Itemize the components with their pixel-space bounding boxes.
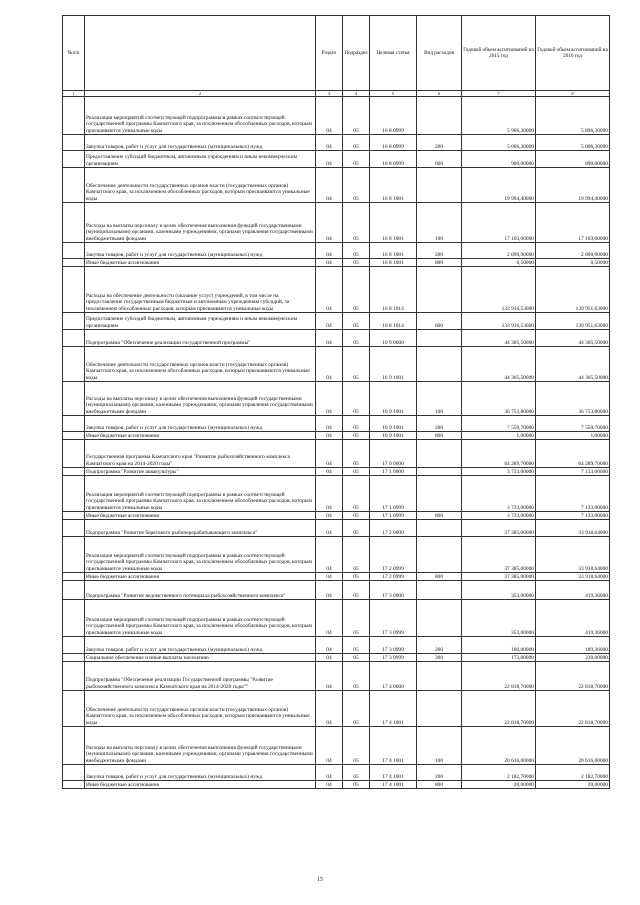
page-number: 15 <box>317 877 323 883</box>
cell-name: Закупка товаров, работ и услуг для государственных (муниципальных) нужд <box>85 765 316 781</box>
cell-stat: 17 3 0999 <box>370 654 417 662</box>
cell-podrazdel: 05 <box>343 476 370 512</box>
cell-vid: 100 <box>417 203 462 243</box>
table-row <box>63 662 610 691</box>
cell-2015: 2 890,90000 <box>462 243 536 259</box>
cell-name: Расходы на выплаты персоналу в целях обеспечения выполнения функций государственными (муниципальными) органами, казенными учреждениями, органами управления государственными внебюджетными фондами <box>85 203 316 243</box>
table-row <box>63 476 610 512</box>
index-cell: 4 <box>343 91 370 97</box>
cell-2016: 33 918,64000 <box>536 520 610 537</box>
cell-name: Реализация мероприятий соответствующей подпрограммы в рамках соответствующей государственной программы Камчатского края, за исключением обособленных расходов, которым присваиваются уникальные коды <box>85 97 316 135</box>
cell-vid <box>417 662 462 691</box>
cell-name: Подпрограмма "Развитие ведомственного потенциала рыбохозяйственного комплекса" <box>85 581 316 600</box>
cell-2015: 3 733,00000 <box>462 476 536 512</box>
header-2015: Годовой объем ассигнований на 2015 год <box>462 16 536 91</box>
cell-razdel: 04 <box>316 97 343 135</box>
cell-name: Подпрограмма "Обеспечение реализации государственной программы" <box>85 330 316 347</box>
table-row <box>63 416 610 432</box>
cell-vid: 800 <box>417 573 462 581</box>
cell-razdel: 04 <box>316 267 343 313</box>
cell-vid <box>417 476 462 512</box>
header-num: №п/п <box>63 16 85 91</box>
cell-podrazdel: 05 <box>343 203 370 243</box>
cell-razdel: 04 <box>316 347 343 382</box>
cell-2016: 2 890,90000 <box>536 243 610 259</box>
cell-2016: 7 550,70000 <box>536 416 610 432</box>
cell-2015: 7 550,70000 <box>462 416 536 432</box>
cell-2015: 0,50000 <box>462 259 536 267</box>
cell-name: Расходы на выплаты персоналу в целях обеспечения выполнения функций государственными (муниципальными) органами, казенными учреждениями, органами управления государственными внебюджетными фондами <box>85 727 316 765</box>
table-row <box>63 440 610 468</box>
cell-stat: 17 4 1001 <box>370 781 417 789</box>
cell-vid <box>417 267 462 313</box>
cell-podrazdel: 05 <box>343 468 370 476</box>
index-cell: 1 <box>63 91 85 97</box>
cell-num <box>63 243 85 259</box>
cell-num <box>63 468 85 476</box>
cell-num <box>63 432 85 440</box>
cell-2016: 20,00000 <box>536 781 610 789</box>
cell-name: Обеспечение деятельности государственных органов власти (государственных органов) Камчатского края, за исключением обособленных расходов, которым присваиваются уникальные коды <box>85 168 316 203</box>
cell-podrazdel: 05 <box>343 432 370 440</box>
cell-name: Обеспечение деятельности государственных органов власти (государственных органов) Камчатского края, за исключением обособленных расходов, которым присваиваются уникальные коды <box>85 347 316 382</box>
cell-2016: 64 289,70000 <box>536 440 610 468</box>
table-body <box>63 97 610 789</box>
header-2016: Годовой объем ассигнований на 2016 год <box>536 16 610 91</box>
cell-podrazdel: 05 <box>343 440 370 468</box>
cell-vid: 300 <box>417 654 462 662</box>
cell-name: Иные бюджетные ассигнования <box>85 573 316 581</box>
cell-2015: 17 103,00000 <box>462 203 536 243</box>
cell-2016: 2 182,70000 <box>536 765 610 781</box>
cell-razdel: 04 <box>316 382 343 416</box>
cell-2015: 353,00000 <box>462 600 536 637</box>
cell-vid: 200 <box>417 416 462 432</box>
cell-num <box>63 382 85 416</box>
table-row <box>63 382 610 416</box>
cell-podrazdel: 05 <box>343 416 370 432</box>
cell-2015: 64 289,70000 <box>462 440 536 468</box>
cell-2015: 22 818,70000 <box>462 691 536 727</box>
cell-num <box>63 781 85 789</box>
cell-2016: 419,36000 <box>536 600 610 637</box>
cell-stat: 16 8 0999 <box>370 151 417 168</box>
table-row <box>63 691 610 727</box>
cell-2015: 37 385,00000 <box>462 520 536 537</box>
cell-2016: 7 133,00000 <box>536 476 610 512</box>
cell-razdel: 04 <box>316 151 343 168</box>
cell-razdel: 04 <box>316 581 343 600</box>
cell-num <box>63 520 85 537</box>
cell-vid: 200 <box>417 637 462 654</box>
cell-razdel: 04 <box>316 468 343 476</box>
cell-podrazdel: 05 <box>343 330 370 347</box>
cell-stat: 17 4 1001 <box>370 727 417 765</box>
cell-2015: 3 733,00000 <box>462 468 536 476</box>
cell-2016: 890,00000 <box>536 151 610 168</box>
cell-2015: 5 906,30000 <box>462 97 536 135</box>
cell-razdel: 04 <box>316 520 343 537</box>
cell-vid <box>417 347 462 382</box>
cell-podrazdel: 05 <box>343 347 370 382</box>
cell-num <box>63 573 85 581</box>
cell-podrazdel: 05 <box>343 727 370 765</box>
cell-name: Подпрограмма "Развитие берегового рыбоперерабатывающего комплекса" <box>85 520 316 537</box>
cell-stat: 17 1 0999 <box>370 476 417 512</box>
cell-2015: 19 994,40000 <box>462 168 536 203</box>
cell-vid: 200 <box>417 135 462 151</box>
cell-name: Подпрограмма "Развитие аквакультуры" <box>85 468 316 476</box>
cell-2016: 7 133,00000 <box>536 468 610 476</box>
cell-stat: 16 8 1001 <box>370 168 417 203</box>
cell-2016: 0,50000 <box>536 259 610 267</box>
cell-stat: 17 0 0000 <box>370 440 417 468</box>
cell-razdel: 04 <box>316 168 343 203</box>
table-row <box>63 330 610 347</box>
cell-2015: 20 616,00000 <box>462 727 536 765</box>
cell-name: Иные бюджетные ассигнования <box>85 512 316 520</box>
cell-name: Расходы на обеспечение деятельности (оказание услуг) учреждений, в том числе на предоставление государственным бюджетным и автономным учреждениям субсидий, за исключением обособленных расходов, которым присваиваются уникальные коды <box>85 267 316 313</box>
cell-razdel: 04 <box>316 476 343 512</box>
table-row <box>63 512 610 520</box>
cell-name: Закупка товаров, работ и услуг для государственных (муниципальных) нужд <box>85 637 316 654</box>
cell-2015: 2 182,70000 <box>462 765 536 781</box>
cell-razdel: 04 <box>316 727 343 765</box>
table-row <box>63 168 610 203</box>
cell-podrazdel: 05 <box>343 662 370 691</box>
cell-stat: 16 8 1001 <box>370 243 417 259</box>
cell-razdel: 04 <box>316 691 343 727</box>
header-name <box>85 16 316 91</box>
cell-razdel: 04 <box>316 330 343 347</box>
cell-razdel: 04 <box>316 573 343 581</box>
cell-podrazdel: 05 <box>343 781 370 789</box>
cell-name: Закупка товаров, работ и услуг для государственных (муниципальных) нужд <box>85 243 316 259</box>
table-row <box>63 537 610 573</box>
cell-num <box>63 581 85 600</box>
table-row <box>63 581 610 600</box>
table-row <box>63 727 610 765</box>
cell-num <box>63 637 85 654</box>
cell-num <box>63 600 85 637</box>
cell-name: Государственная программа Камчатского края "Развитие рыбохозяйственного комплекса Камчатского края на 2014-2020 годы" <box>85 440 316 468</box>
cell-vid <box>417 581 462 600</box>
cell-2015: 173,00000 <box>462 654 536 662</box>
cell-vid: 200 <box>417 243 462 259</box>
cell-razdel: 04 <box>316 654 343 662</box>
budget-table <box>62 15 610 789</box>
index-cell: 6 <box>417 91 462 97</box>
index-cell: 5 <box>370 91 417 97</box>
cell-stat: 16 9 1001 <box>370 416 417 432</box>
cell-stat: 17 4 0000 <box>370 662 417 691</box>
cell-vid: 800 <box>417 781 462 789</box>
cell-razdel: 04 <box>316 637 343 654</box>
cell-razdel: 04 <box>316 416 343 432</box>
cell-2015: 180,00000 <box>462 637 536 654</box>
cell-name: Обеспечение деятельности государственных органов власти (государственных органов) Камчатского края, за исключением обособленных расходов, которым присваиваются уникальные коды <box>85 691 316 727</box>
cell-podrazdel: 05 <box>343 168 370 203</box>
cell-stat: 17 2 0999 <box>370 573 417 581</box>
cell-vid <box>417 468 462 476</box>
cell-2016: 5 896,30000 <box>536 97 610 135</box>
cell-2016: 22 818,70000 <box>536 662 610 691</box>
cell-vid <box>417 168 462 203</box>
cell-podrazdel: 05 <box>343 520 370 537</box>
cell-num <box>63 512 85 520</box>
cell-name: Расходы на выплаты персоналу в целях обеспечения выполнения функций государственными (муниципальными) органами, казенными учреждениями, органами управления государственными внебюджетными фондами <box>85 382 316 416</box>
cell-num <box>63 727 85 765</box>
cell-stat: 16 8 1014 <box>370 267 417 313</box>
header-vid: Вид расходов <box>417 16 462 91</box>
cell-vid: 600 <box>417 313 462 330</box>
cell-vid: 800 <box>417 259 462 267</box>
cell-razdel: 04 <box>316 765 343 781</box>
cell-razdel: 04 <box>316 135 343 151</box>
cell-razdel: 04 <box>316 600 343 637</box>
cell-podrazdel: 05 <box>343 573 370 581</box>
cell-name: Реализация мероприятий соответствующей подпрограммы в рамках соответствующей государственной программы Камчатского края, за исключением обособленных расходов, которым присваиваются уникальные коды <box>85 537 316 573</box>
cell-num <box>63 267 85 313</box>
cell-2016: 139 951,63000 <box>536 267 610 313</box>
cell-2016: 44 305,50000 <box>536 330 610 347</box>
cell-name: Иные бюджетные ассигнования <box>85 781 316 789</box>
cell-podrazdel: 05 <box>343 267 370 313</box>
cell-razdel: 04 <box>316 432 343 440</box>
cell-num <box>63 97 85 135</box>
table-row <box>63 97 610 135</box>
table-row <box>63 781 610 789</box>
table-row <box>63 432 610 440</box>
cell-num <box>63 347 85 382</box>
cell-2015: 37 385,00000 <box>462 573 536 581</box>
table-row <box>63 637 610 654</box>
cell-razdel: 04 <box>316 512 343 520</box>
index-cell: 7 <box>462 91 536 97</box>
cell-vid <box>417 600 462 637</box>
cell-num <box>63 151 85 168</box>
cell-podrazdel: 05 <box>343 637 370 654</box>
table-row <box>63 259 610 267</box>
cell-podrazdel: 05 <box>343 537 370 573</box>
cell-name: Закупка товаров, работ и услуг для государственных (муниципальных) нужд <box>85 416 316 432</box>
cell-2016: 19 994,40000 <box>536 168 610 203</box>
cell-podrazdel: 05 <box>343 382 370 416</box>
cell-podrazdel: 05 <box>343 259 370 267</box>
table-row <box>63 520 610 537</box>
cell-2015: 353,00000 <box>462 581 536 600</box>
cell-podrazdel: 05 <box>343 313 370 330</box>
table-row <box>63 243 610 259</box>
cell-2016: 1,00000 <box>536 432 610 440</box>
cell-name: Предоставление субсидий бюджетным, автономным учреждениям и иным некоммерческим организациям <box>85 151 316 168</box>
cell-stat: 16 9 1001 <box>370 432 417 440</box>
cell-vid <box>417 97 462 135</box>
cell-num <box>63 476 85 512</box>
cell-2016: 17 103,00000 <box>536 203 610 243</box>
cell-num <box>63 330 85 347</box>
cell-podrazdel: 05 <box>343 765 370 781</box>
index-cell: 3 <box>316 91 343 97</box>
cell-vid <box>417 330 462 347</box>
cell-2016: 36 753,80000 <box>536 382 610 416</box>
cell-stat: 16 8 1001 <box>370 203 417 243</box>
cell-stat: 17 3 0000 <box>370 581 417 600</box>
index-cell: 2 <box>85 91 316 97</box>
cell-stat: 17 3 0999 <box>370 637 417 654</box>
cell-name: Иные бюджетные ассигнования <box>85 259 316 267</box>
cell-stat: 17 2 0000 <box>370 520 417 537</box>
cell-2016: 33 918,64000 <box>536 537 610 573</box>
cell-2016: 230,00000 <box>536 654 610 662</box>
cell-2015: 37 385,00000 <box>462 537 536 573</box>
cell-podrazdel: 05 <box>343 600 370 637</box>
cell-name: Предоставление субсидий бюджетным, автономным учреждениям и иным некоммерческим организациям <box>85 313 316 330</box>
cell-num <box>63 259 85 267</box>
table-row <box>63 313 610 330</box>
cell-2015: 44 305,50000 <box>462 347 536 382</box>
cell-2016: 7 133,00000 <box>536 512 610 520</box>
cell-podrazdel: 05 <box>343 654 370 662</box>
cell-stat: 16 9 1001 <box>370 347 417 382</box>
cell-vid: 100 <box>417 382 462 416</box>
cell-stat: 16 8 0999 <box>370 97 417 135</box>
cell-stat: 16 9 0000 <box>370 330 417 347</box>
cell-2015: 44 305,50000 <box>462 330 536 347</box>
cell-razdel: 04 <box>316 243 343 259</box>
cell-name: Подпрограмма "Обеспечение реализации Государственной программы "Развитие рыбохозяйственного комплекса Камчатского края на 2014-2020 годы"" <box>85 662 316 691</box>
cell-2016: 33 918,64000 <box>536 573 610 581</box>
cell-podrazdel: 05 <box>343 97 370 135</box>
cell-num <box>63 691 85 727</box>
cell-podrazdel: 05 <box>343 243 370 259</box>
cell-podrazdel: 05 <box>343 135 370 151</box>
header-podrazdel: Подраздел <box>343 16 370 91</box>
cell-2015: 3 733,00000 <box>462 512 536 520</box>
budget-sheet <box>62 15 609 789</box>
cell-2016: 5 006,30000 <box>536 135 610 151</box>
table-row <box>63 654 610 662</box>
cell-num <box>63 313 85 330</box>
cell-2016: 44 305,50000 <box>536 347 610 382</box>
cell-vid <box>417 537 462 573</box>
cell-stat: 17 1 0999 <box>370 512 417 520</box>
cell-name: Социальное обеспечение и иные выплаты населению <box>85 654 316 662</box>
cell-podrazdel: 05 <box>343 691 370 727</box>
cell-num <box>63 654 85 662</box>
cell-podrazdel: 05 <box>343 581 370 600</box>
table-row <box>63 468 610 476</box>
cell-name: Реализация мероприятий соответствующей подпрограммы в рамках соответствующей государственной программы Камчатского края, за исключением обособленных расходов, которым присваиваются уникальные коды <box>85 476 316 512</box>
cell-vid: 800 <box>417 512 462 520</box>
cell-stat: 17 3 0999 <box>370 600 417 637</box>
cell-2016: 20 616,00000 <box>536 727 610 765</box>
index-cell: 8 <box>536 91 610 97</box>
cell-stat: 16 9 1001 <box>370 382 417 416</box>
table-row <box>63 267 610 313</box>
cell-2015: 133 916,53000 <box>462 267 536 313</box>
cell-stat: 16 8 1001 <box>370 259 417 267</box>
cell-vid: 200 <box>417 765 462 781</box>
header-row <box>63 16 610 91</box>
cell-num <box>63 537 85 573</box>
cell-2015: 22 818,70000 <box>462 662 536 691</box>
table-row <box>63 600 610 637</box>
cell-vid <box>417 691 462 727</box>
table-row <box>63 347 610 382</box>
cell-2015: 900,00000 <box>462 151 536 168</box>
cell-razdel: 04 <box>316 203 343 243</box>
cell-razdel: 04 <box>316 259 343 267</box>
table-row <box>63 135 610 151</box>
cell-razdel: 04 <box>316 781 343 789</box>
cell-stat: 17 4 1001 <box>370 691 417 727</box>
cell-razdel: 04 <box>316 313 343 330</box>
cell-vid <box>417 520 462 537</box>
cell-num <box>63 662 85 691</box>
cell-2015: 133 916,53000 <box>462 313 536 330</box>
cell-2015: 36 753,80000 <box>462 382 536 416</box>
cell-num <box>63 416 85 432</box>
cell-stat: 17 1 0000 <box>370 468 417 476</box>
table-row <box>63 765 610 781</box>
table-row <box>63 573 610 581</box>
cell-2015: 20,00000 <box>462 781 536 789</box>
cell-stat: 17 4 1001 <box>370 765 417 781</box>
table-row <box>63 151 610 168</box>
cell-2016: 189,36000 <box>536 637 610 654</box>
cell-num <box>63 440 85 468</box>
cell-razdel: 04 <box>316 662 343 691</box>
cell-vid: 600 <box>417 151 462 168</box>
cell-vid: 100 <box>417 727 462 765</box>
cell-2016: 22 818,70000 <box>536 691 610 727</box>
cell-razdel: 04 <box>316 440 343 468</box>
table-row <box>63 203 610 243</box>
cell-num <box>63 135 85 151</box>
cell-num <box>63 203 85 243</box>
header-stat: Целевая статья <box>370 16 417 91</box>
cell-stat: 16 8 1014 <box>370 313 417 330</box>
cell-name: Реализация мероприятий соответствующей подпрограммы в рамках соответствующей государственной программы Камчатского края, за исключением обособленных расходов, которым присваиваются уникальные коды <box>85 600 316 637</box>
cell-num <box>63 765 85 781</box>
cell-2015: 1,00000 <box>462 432 536 440</box>
cell-stat: 16 8 0999 <box>370 135 417 151</box>
cell-name: Иные бюджетные ассигнования <box>85 432 316 440</box>
cell-vid: 800 <box>417 432 462 440</box>
cell-name: Закупка товаров, работ и услуг для государственных (муниципальных) нужд <box>85 135 316 151</box>
cell-podrazdel: 05 <box>343 151 370 168</box>
header-razdel: Раздел <box>316 16 343 91</box>
cell-vid <box>417 440 462 468</box>
cell-num <box>63 168 85 203</box>
cell-stat: 17 2 0999 <box>370 537 417 573</box>
cell-razdel: 04 <box>316 537 343 573</box>
cell-2015: 5 006,30000 <box>462 135 536 151</box>
cell-podrazdel: 05 <box>343 512 370 520</box>
cell-2016: 419,36000 <box>536 581 610 600</box>
cell-2016: 139 951,63000 <box>536 313 610 330</box>
